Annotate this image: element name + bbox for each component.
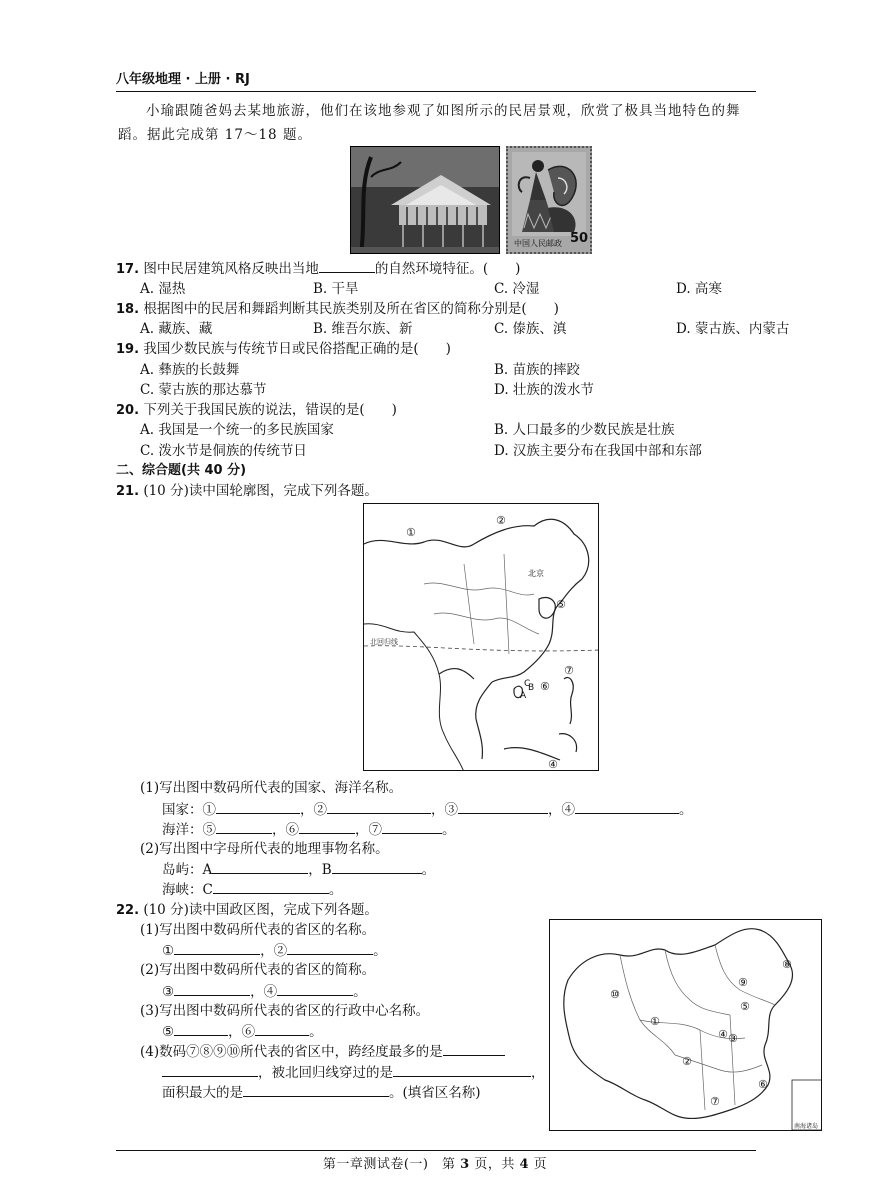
q21-country-line: 国家：① ，② ，③ ，④ 。 [162,802,693,818]
page-total: 4 [519,1157,529,1172]
china-outline-map [363,503,599,771]
dance-stamp [506,146,592,254]
option-b[interactable]: B. 人口最多的少数民族是壮族 [494,422,675,438]
option-c[interactable]: C. 泼水节是侗族的传统节日 [140,443,307,459]
q22-part1-line: ① ，② 。 [162,943,387,959]
political-map-drawing [550,920,822,1131]
question-stem: 图中民居建筑风格反映出当地 [143,261,319,277]
option-a[interactable]: A. 我国是一个统一的多民族国家 [140,422,334,438]
map-label-beijing: 北京 [528,569,544,578]
q22-part4-line1: (4)数码⑦⑧⑨⑩所代表的省区中，跨经度最多的是 [140,1042,505,1063]
stilt-house-illustration [351,147,500,254]
largest-area-blank[interactable] [243,1083,389,1097]
question-stem: 下列关于我国民族的说法，错误的是( ) [143,402,397,418]
intro-paragraph: 小瑜跟随爸妈去某地旅游，他们在该地参观了如图所示的民居景观，欣赏了极具当地特色的舞蹈。据此完成第 17～18 题。 [118,103,741,143]
question-22 [116,901,766,921]
question-number: 17. [116,262,140,277]
map-label-10: ⑩ [610,988,620,1001]
page-footer: 第一章测试卷(一) 第 3 页，共 4 页 [322,1157,548,1172]
option-c[interactable]: C. 蒙古族的那达慕节 [140,382,267,398]
map-label-4: ④ [718,1028,728,1041]
map-label-6: ⑥ [758,1078,768,1091]
option-d[interactable]: D. 壮族的泼水节 [494,382,594,398]
ocean-6-blank[interactable] [299,820,355,834]
question-17 [116,259,766,280]
section-title: 二、综合题(共 40 分) [116,463,247,478]
q22-part4-line2: ，被北回归线穿过的是 ， [162,1063,545,1084]
map-label-a: A [520,691,527,701]
q21-strait-line: 海峡：C 。 [162,882,343,898]
question-number: 21. [116,484,140,499]
ocean-5-blank[interactable] [216,820,272,834]
map-label-1: ① [650,1015,660,1028]
country-4-blank[interactable] [575,800,679,814]
question-19 [116,340,766,360]
q22-part1-prompt: (1)写出图中数码所代表的省区的名称。 [140,922,376,938]
q21-part2-prompt: (2)写出图中字母所代表的地理事物名称。 [140,841,389,857]
island-b-blank[interactable] [332,860,422,874]
option-d[interactable]: D. 高寒 [676,281,722,297]
q22-part2-line: ③ ，④ 。 [162,984,367,1000]
question-20 [116,401,766,421]
option-d[interactable]: D. 蒙古族、内蒙古 [676,321,790,337]
stamp-value: 50 [570,231,589,246]
question-number: 19. [116,342,140,357]
island-a-blank[interactable] [212,860,308,874]
country-1-blank[interactable] [216,800,300,814]
option-d[interactable]: D. 汉族主要分布在我国中部和东部 [494,443,702,459]
map-label-2: ② [682,1055,692,1068]
q22-part4-line3: 面积最大的是 。(填省区名称) [162,1085,481,1101]
tropic-province-blank[interactable] [393,1063,531,1077]
map-label-9: ⑨ [738,976,748,989]
map-label-1: ① [406,526,416,539]
capital-5-blank[interactable] [174,1022,228,1036]
question-number: 22. [116,903,140,918]
header-title: 八年级地理 · 上册 · RJ [116,72,250,87]
q22-part3-line: ⑤ ，⑥ 。 [162,1024,323,1040]
country-2-blank[interactable] [327,800,431,814]
map-label-6: ⑥ [540,680,550,693]
q22-part3-prompt: (3)写出图中数码所代表的省区的行政中心名称。 [140,1003,430,1019]
capital-6-blank[interactable] [255,1022,309,1036]
option-b[interactable]: B. 干旱 [313,281,359,297]
map-label-4: ④ [548,758,558,771]
province-2-blank[interactable] [287,941,373,955]
question-stem: (10 分)读中国轮廓图，完成下列各题。 [143,483,378,499]
q22-part2-prompt: (2)写出图中数码所代表的省区的简称。 [140,962,376,978]
map-label-2: ② [496,514,506,527]
page-number: 3 [460,1157,470,1172]
map-label-tropic: 北回归线 [370,638,398,646]
question-stem: (10 分)读中国政区图，完成下列各题。 [143,902,378,918]
question-stem-end: 的自然环境特征。( ) [374,261,521,277]
map-label-b: B [528,683,535,693]
longest-span-blank-a[interactable] [443,1042,505,1056]
map-label-7: ⑦ [564,664,574,677]
question-21 [116,482,766,502]
map-label-5: ⑤ [740,1000,750,1013]
option-a[interactable]: A. 彝族的长鼓舞 [140,362,240,378]
longest-span-blank-b[interactable] [162,1063,258,1077]
option-a[interactable]: A. 湿热 [140,281,186,297]
option-b[interactable]: B. 维吾尔族、新 [313,321,413,337]
option-b[interactable]: B. 苗族的摔跤 [494,362,581,378]
province-1-blank[interactable] [174,941,260,955]
footer-divider [116,1150,756,1151]
page-header [116,70,756,92]
china-political-map [549,919,822,1131]
strait-c-blank[interactable] [213,880,329,894]
q21-ocean-line: 海洋：⑤ ，⑥ ，⑦ 。 [162,822,456,838]
answer-blank[interactable] [319,259,375,273]
option-a[interactable]: A. 藏族、藏 [140,321,213,337]
option-c[interactable]: C. 傣族、滇 [494,321,567,337]
question-stem: 根据图中的民居和舞蹈判断其民族类别及所在省区的简称分别是( ) [143,301,559,317]
stilt-house-photo [350,146,500,254]
country-3-blank[interactable] [458,800,548,814]
map-label-7: ⑦ [710,1095,720,1108]
abbr-4-blank[interactable] [277,982,353,996]
option-c[interactable]: C. 冷湿 [494,281,540,297]
abbr-3-blank[interactable] [174,982,250,996]
q21-part1-prompt: (1)写出图中数码所代表的国家、海洋名称。 [140,780,403,796]
q21-island-line: 岛屿：A ，B 。 [162,862,436,878]
map-label-5: ⑤ [556,598,566,611]
question-number: 20. [116,403,140,418]
map-label-3: ③ [728,1032,738,1045]
map-inset-label: 南海诸岛 [794,1123,819,1130]
question-18 [116,300,766,320]
ocean-7-blank[interactable] [382,820,442,834]
map-label-8: ⑧ [782,958,792,971]
stamp-issuer: 中国人民邮政 [514,239,562,248]
map-label-c: C [524,679,531,689]
photo-group [350,146,592,256]
outline-map-drawing [364,504,599,771]
question-number: 18. [116,302,140,317]
question-stem: 我国少数民族与传统节日或民俗搭配正确的是( ) [143,341,451,357]
